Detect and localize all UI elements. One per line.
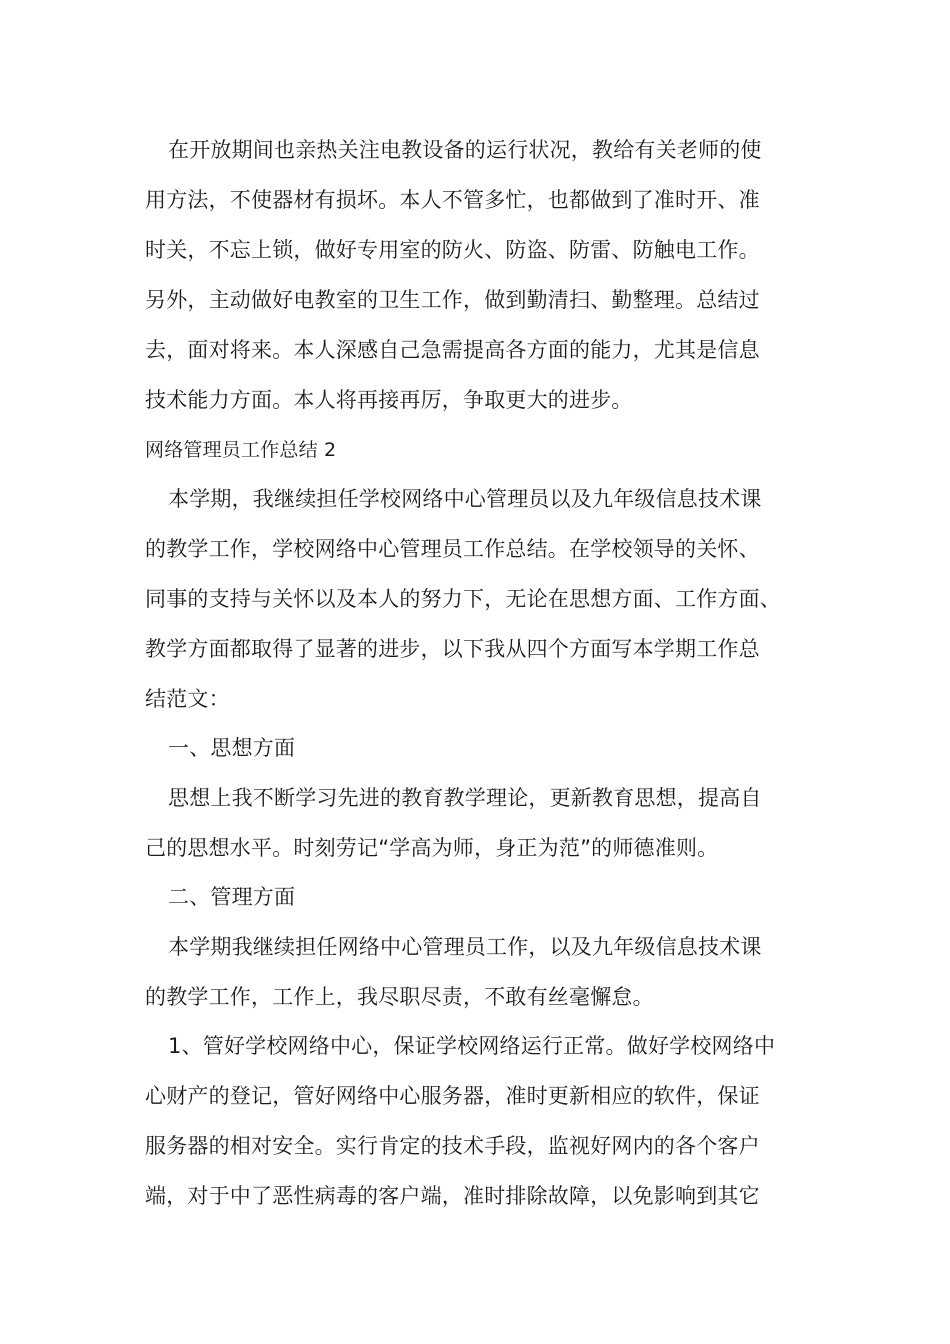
paragraph-line: 1、管好学校网络中心，保证学校网络运行正常。做好学校网络中: [168, 1034, 776, 1058]
paragraph-line: 端，对于中了恶性病毒的客户端，准时排除故障，以免影响到其它: [145, 1184, 760, 1208]
paragraph-line: 用方法，不使器材有损坏。本人不管多忙，也都做到了准时开、准: [145, 188, 760, 212]
paragraph-line: 教学方面都取得了显著的进步，以下我从四个方面写本学期工作总: [145, 637, 760, 661]
paragraph-line: 己的思想水平。时刻劳记“学高为师，身正为范”的师德准则。: [145, 836, 719, 860]
paragraph-line: 去，面对将来。本人深感自己急需提高各方面的能力，尤其是信息: [145, 338, 760, 362]
paragraph-line: 另外，主动做好电教室的卫生工作，做到勤清扫、勤整理。总结过: [145, 288, 760, 312]
paragraph-line: 技术能力方面。本人将再接再厉，争取更大的进步。: [145, 388, 633, 412]
subheading: 二、管理方面: [168, 885, 296, 909]
paragraph-line: 的教学工作，工作上，我尽职尽责，不敢有丝毫懈怠。: [145, 985, 654, 1009]
paragraph-line: 的教学工作，学校网络中心管理员工作总结。在学校领导的关怀、: [145, 537, 760, 561]
paragraph-line: 心财产的登记，管好网络中心服务器，准时更新相应的软件，保证: [145, 1084, 760, 1108]
paragraph-line: 时关，不忘上锁，做好专用室的防火、防盗、防雷、防触电工作。: [145, 238, 760, 262]
paragraph-line: 服务器的相对安全。实行肯定的技术手段，监视好网内的各个客户: [145, 1134, 760, 1158]
paragraph-line: 本学期我继续担任网络中心管理员工作，以及九年级信息技术课: [168, 935, 762, 959]
paragraph-line: 同事的支持与关怀以及本人的努力下，无论在思想方面、工作方面、: [145, 587, 781, 611]
paragraph-line: 本学期，我继续担任学校网络中心管理员以及九年级信息技术课: [168, 487, 762, 511]
paragraph-line: 思想上我不断学习先进的教育教学理论，更新教育思想，提高自: [168, 786, 762, 810]
section-title: 网络管理员工作总结 2: [145, 439, 337, 461]
paragraph-line: 在开放期间也亲热关注电教设备的运行状况，教给有关老师的使: [168, 138, 762, 162]
subheading: 一、思想方面: [168, 736, 296, 760]
paragraph-line: 结范文：: [145, 687, 230, 711]
